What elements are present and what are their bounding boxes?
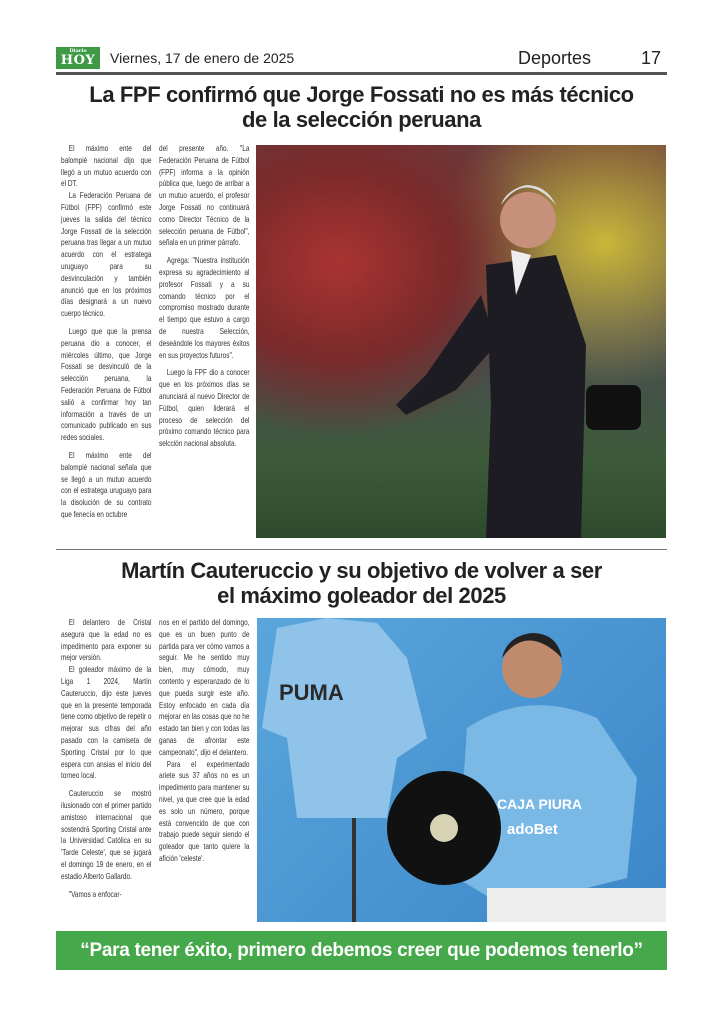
player-figure	[257, 618, 666, 922]
logo-big-text: HOY	[60, 53, 96, 68]
section-divider	[56, 549, 667, 550]
logo	[56, 47, 100, 69]
header-rule	[56, 72, 667, 75]
section-name: Deportes	[518, 48, 592, 68]
paragraph: El máximo ente del balompié nacional señala que se llegó a un mutuo acuerdo con el estratega uruguayo para la disolución de su contrato que fenecía en octubre	[61, 449, 152, 519]
paragraph: Luego que que la prensa peruana dio a conocer, el miércoles último, que Jorge Fossati se desvinculó de la selección peruana, la Federación Peruana de Fútbol salió a confirmar hoy tan información a través de un comunicado publicado en sus redes sociales.	[61, 325, 152, 443]
paragraph: Para el experimentado ariete sus 37 años no es un impedimento para mantener su nivel, ya que cree que la edad es solo un número, porque está convencido de que con trabajo puede seguir siendo el goleador que tanto quiere la afición 'celeste'.	[159, 758, 250, 863]
issue-date: Viernes, 17 de enero de 2025	[110, 50, 295, 66]
shirt-brand: PUMA	[279, 680, 344, 705]
fossati-photo	[256, 145, 666, 538]
paragraph: Agrega: "Nuestra institución expresa su agradecimiento al profesor Fossati y a su comando técnico por el compromiso mostrado durante el tiempo que estuvo a cargo de nuestra Selección, deseándole los mayores éxitos en sus proyectos futuros".	[159, 255, 250, 360]
article2-headline: Martín Cauteruccio y su objetivo de volver a ser el máximo goleador del 2025	[121, 558, 602, 608]
shirt-sponsor: CAJA PIURA	[497, 796, 583, 812]
paragraph: "Vamos a enfocar-	[68, 888, 122, 899]
paragraph: Cauteruccio se mostró ilusionado con el primer partido amistoso internacional que sostendrá Sporting Cristal ante la Universidad Católica en su 'Tarde Celeste', que se jugará el domingo 19 de enero, en el estadio Alberto Gallardo.	[61, 788, 152, 881]
shirt-sponsor-2: adoBet	[507, 821, 558, 838]
paragraph: El goleador máximo de la Liga 1 2024, Martín Cauteruccio, dijo este jueves que en la presente temporada tiene como objetivo de repetir o mejorar sus cifras del año pasado con la camiseta de Sporting Cristal por lo que espera con ansias el inicio del torneo local.	[61, 664, 152, 781]
paragraph: Luego la FPF dio a conocer que en los próximos días se anunciará al nuevo Director de Fútbol, quien liderará el proceso de selección del próximo comando técnico para selcción nacional absoluta.	[159, 367, 250, 449]
paragraph: El delantero de Cristal asegura que la edad no es impedimento para exponer su mejor versión.	[61, 617, 152, 663]
article1-col2	[159, 143, 249, 450]
cauteruccio-photo	[257, 618, 666, 922]
article2-col2	[159, 617, 249, 865]
logo-small-text: Diario	[69, 48, 87, 54]
page-number: 17	[641, 48, 662, 68]
article1-headline: La FPF confirmó que Jorge Fossati no es más técnico de la selección peruana	[89, 82, 634, 132]
article2-col1	[61, 617, 151, 900]
article1-col1	[61, 143, 151, 521]
paragraph: La Federación Peruana de Fútbol (FPF) confirmó este jueves la salida del técnico Jorge Fossati de la selección peruana tras llegar a un mutuo acuerdo con el estratega uruguayo para su desvinculación y también anunció que en los próximos días designará a un nuevo cuerpo técnico.	[61, 190, 152, 319]
coach-figure	[256, 145, 666, 538]
quote-banner: “Para tener éxito, primero debemos creer que podemos tenerlo”	[56, 931, 667, 970]
paragraph: El máximo ente del balompié nacional dijo que llegó a un mutuo acuerdo con el DT.	[61, 143, 152, 189]
paragraph: del presente año. "La Federación Peruana de Fútbol (FPF) informa a la opinión pública que, luego de arribar a un mutuo acuerdo, el profesor Jorge Fossati no continuará como Director Técnico de la selección peruana de Fútbol", señala en un primer párrafo.	[159, 143, 250, 248]
paragraph: nos en el partido del domingo, que es un buen punto de partida para ver cómo vamos a seguir. Me he sentido muy bien, muy cómodo, muy contento y esperanzado de lo que pueda surgir este año. Estoy enfocado en cada día mejorar en las cosas que no he estado tan bien y con todas las ganas de afrontar este campeonato", dijo el delantero.	[159, 617, 250, 757]
